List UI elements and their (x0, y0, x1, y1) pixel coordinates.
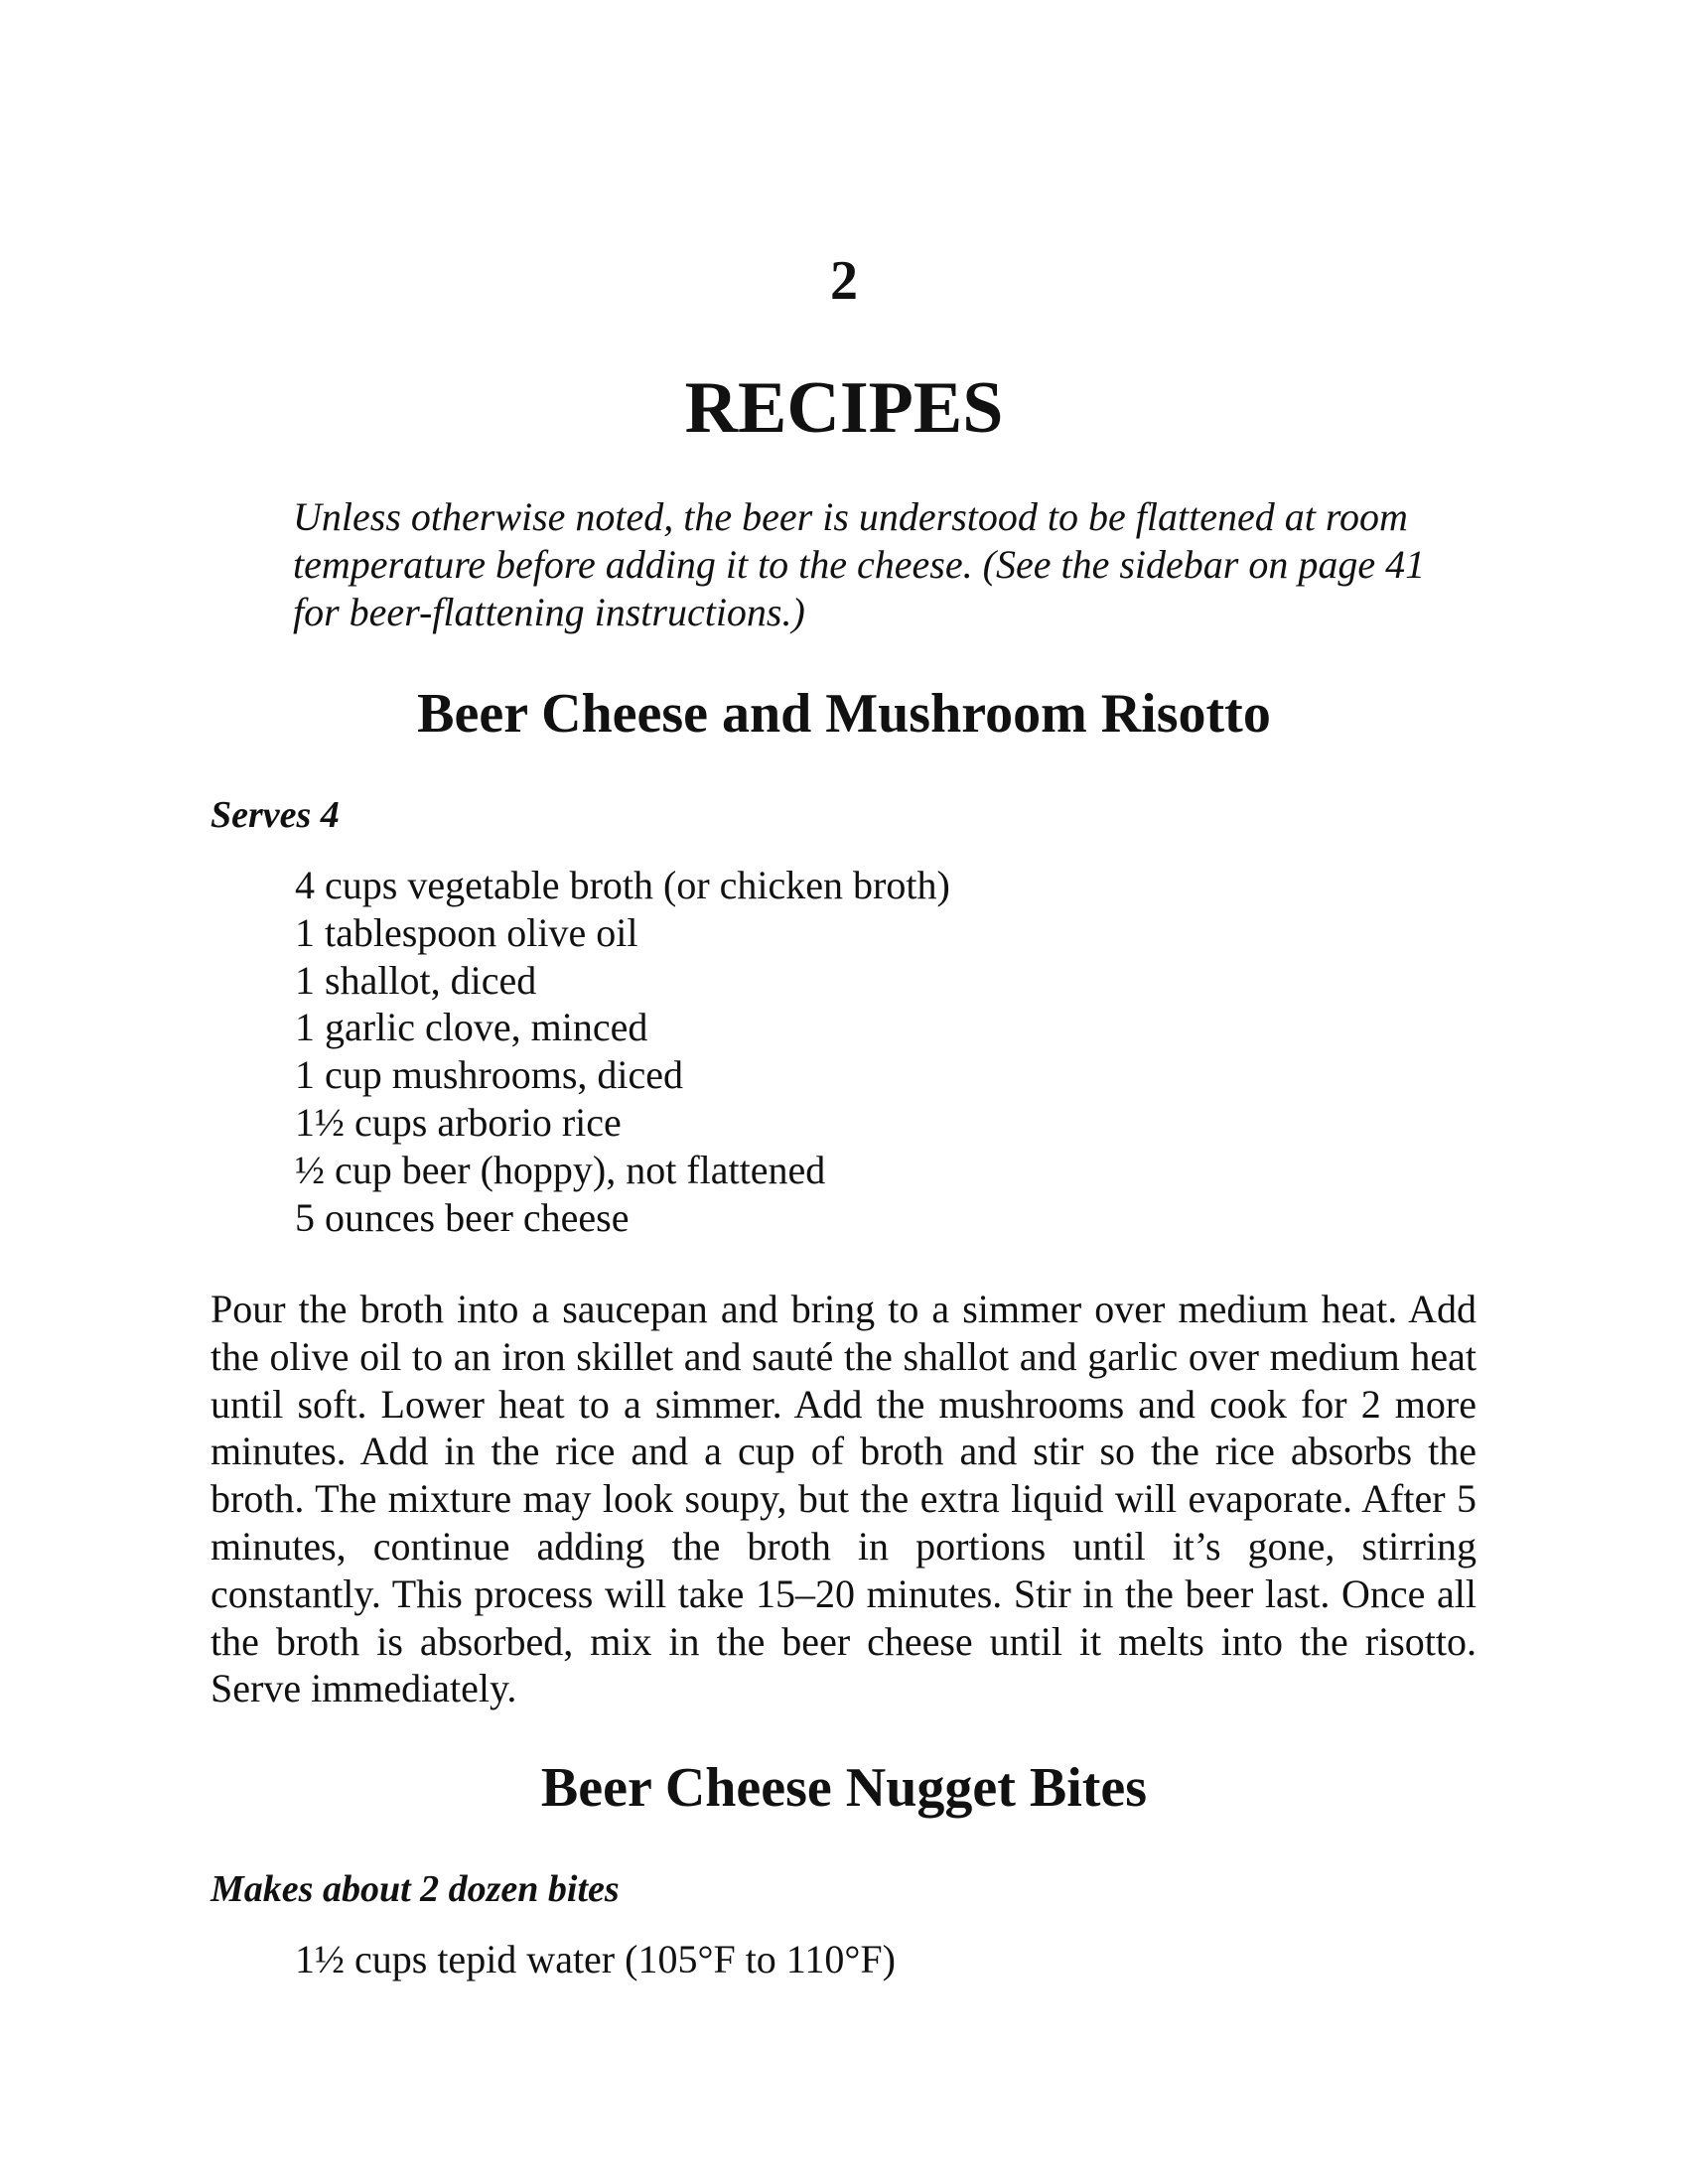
recipe-title-nugget-bites: Beer Cheese Nugget Bites (540, 1757, 1148, 1819)
ingredient-item: 4 cups vegetable broth (or chicken broth) (295, 863, 950, 907)
ingredient-list-nugget-bites (295, 1936, 896, 1983)
ingredient-item: 1½ cups arborio rice (295, 1099, 622, 1145)
ingredient-item: 1½ cups tepid water (105°F to 110°F) (295, 1937, 896, 1981)
recipe-yield-nugget-bites: Makes about 2 dozen bites (211, 1868, 620, 1910)
recipe-yield-risotto: Serves 4 (211, 794, 340, 836)
recipe-method-risotto: Pour the broth into a saucepan and bring to a simmer over medium heat. Add the olive oil to an iron skillet and sauté the shallot and garlic over medium heat until soft. Lower heat to a simmer. Add the mushrooms and cook for 2 more minutes. Add in the rice and a cup of broth and stir so the rice absorbs the broth. The mixture may look soupy, but the extra liquid will evaporate. After 5 minutes, continue adding the broth in portions until it’s gone, stirring constantly. This process will take 15–20 minutes. Stir in the beer last. Once all the broth is absorbed, mix in the beer cheese until it melts into the risotto. Serve immediately. (211, 1287, 1477, 1711)
chapter-title: RECIPES (684, 367, 1004, 449)
recipe-title-risotto: Beer Cheese and Mushroom Risotto (417, 683, 1271, 745)
ingredient-item: 1 tablespoon olive oil (295, 909, 638, 955)
ingredient-item: 1 shallot, diced (295, 957, 537, 1003)
chapter-number: 2 (830, 250, 858, 312)
ingredient-item: 1 cup mushrooms, diced (295, 1052, 684, 1098)
ingredient-item: 1 garlic clove, minced (295, 1005, 648, 1050)
ingredient-list-risotto (295, 862, 950, 1241)
ingredient-item: ½ cup beer (hoppy), not flattened (295, 1147, 826, 1192)
intro-note: Unless otherwise noted, the beer is understood to be flattened at room temperature before adding it to the cheese. (See the sidebar on page 41 for beer-flattening instructions.) (293, 494, 1426, 634)
ingredient-item: 5 ounces beer cheese (295, 1194, 630, 1240)
